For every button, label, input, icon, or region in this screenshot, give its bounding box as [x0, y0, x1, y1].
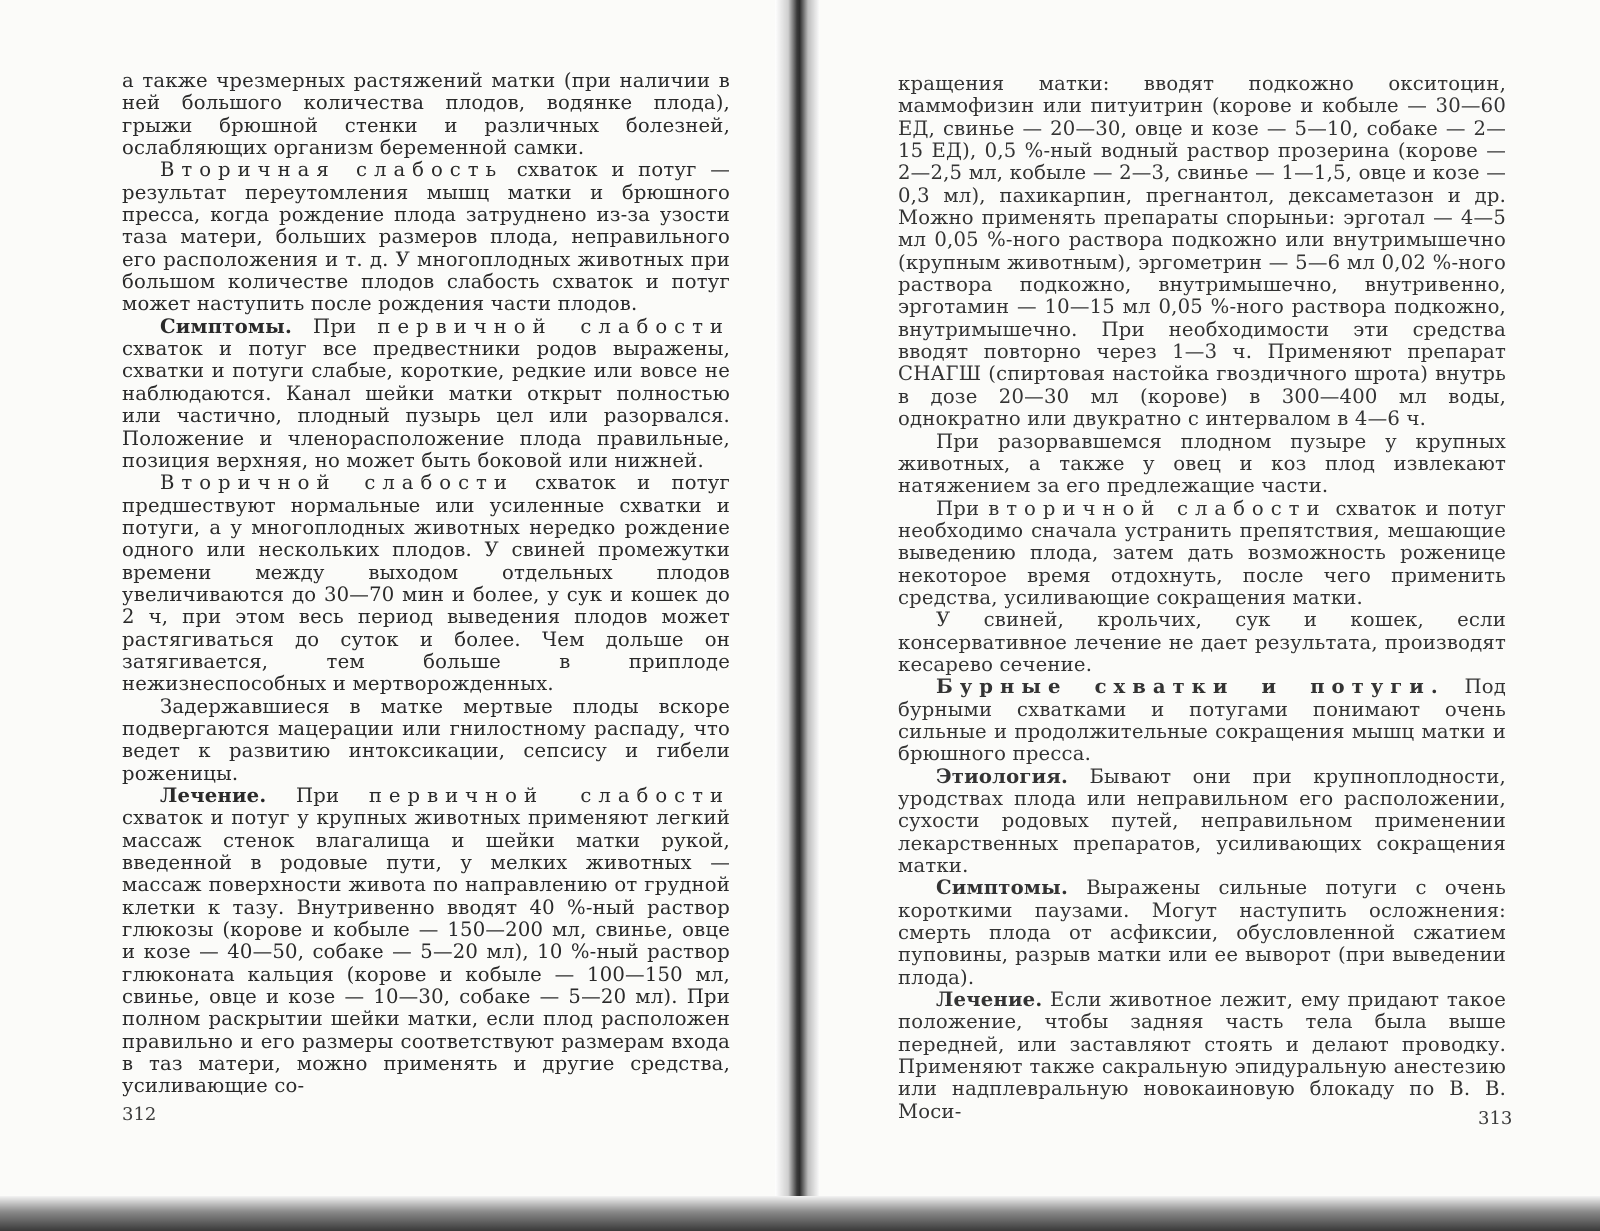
paragraph: Симптомы. При первичной слабости схваток и потуг все предвестники родов выражены, схватки и потуги слабые, короткие, редкие или вовсе не наблюдаются. Канал шейки матки открыт полностью или частично, плодный пузырь цел или разорвался. Положение и членорасположение плода правильные, позиция верхняя, но может быть боковой или нижней. — [122, 314, 730, 472]
paragraph: Задержавшиеся в матке мертвые плоды вскоре подвергаются мацерации или гнилостному распаду, что ведет к развитию интоксикации, сепсису и гибели роженицы. — [122, 694, 730, 785]
paragraph: Вторичной слабости схваток и потуг предшествуют нормальные или усиленные схватки и потуги, а у многоплодных животных нередко рождение одного или нескольких плодов. У свиней промежутки времени между выходом отдельных плодов увеличиваются до 30—70 мин и более, у сук и кошек до 2 ч, при этом весь период выведения плодов может растягиваться до суток и более. Чем дольше он затягивается, тем больше в приплоде нежизнеспособных и мертворожденных. — [122, 471, 730, 696]
paragraph: а также чрезмерных растяжений матки (при наличии в ней большого количества плодов, водянке плода), грыжи брюшной стенки и различных болезней, ослабляющих организм беременной самки. — [122, 69, 730, 160]
paragraph: Симптомы. Выражены сильные потуги с очень короткими паузами. Могут наступить осложнения: смерть плода от асфиксии, обусловленной сжатием пуповины, разрыв матки или ее выворот (при выведении плода). — [898, 876, 1506, 989]
paragraph: Вторичная слабость схваток и потуг — результат переутомления мышц матки и брюшного пресса, когда рождение плода затруднено из-за узости таза матери, больших размеров плода, неправильного его расположения и т. д. У многоплодных животных при большом количестве плодов слабость схваток и потуг может наступить после рождения части плодов. — [122, 158, 730, 316]
book-gutter — [775, 0, 819, 1231]
paragraph: Бурные схватки и потуги. Под бурными схватками и потугами понимают очень сильные и продолжительные сокращения мышц матки и брюшного пресса. — [898, 675, 1506, 766]
paragraph: Лечение. Если животное лежит, ему придают такое положение, чтобы задняя часть тела была выше передней, или заставляют стоять и делают проводку. Применяют также сакральную эпидуральную анестезию или надплевральную новокаиновую блокаду по В. В. Моси- — [898, 988, 1506, 1123]
left-page-text — [122, 70, 730, 1098]
paragraph: Этиология. Бывают они при крупноплодности, уродствах плода или неправильном его расположении, сухости родовых путей, неправильном применении лекарственных препаратов, усиливающих сокращения матки. — [898, 764, 1506, 878]
paragraph: При разорвавшемся плодном пузыре у крупных животных, а также у овец и коз плод извлекают натяжением за его предлежащие части. — [898, 429, 1506, 498]
page-number: 312 — [122, 1104, 157, 1125]
scan-bottom-edge — [0, 1196, 1600, 1231]
paragraph: Лечение. При первичной слабости схваток и потуг у крупных животных применяют легкий массаж стенок влагалища и шейки матки рукой, введенной в родовые пути, у мелких животных — массаж поверхности живота по направлению от грудной клетки к тазу. Внутривенно вводят 40 %-ный раствор глюкозы (корове и кобыле — 150—200 мл, свинье, овце и козе — 40—50, собаке — 5—20 мл), 10 %-ный раствор глюконата кальция (корове и кобыле — 100—150 мл, свинье, овце и козе — 10—30, собаке — 5—20 мл). При полном раскрытии шейки матки, если плод расположен правильно и его размеры соответствуют размерам входа в таз матери, можно применять и другие средства, усиливающие со- — [122, 784, 730, 1098]
right-page-text — [898, 73, 1506, 1123]
page-number: 313 — [1478, 1108, 1513, 1129]
paragraph: У свиней, крольчих, сук и кошек, если консервативное лечение не дает результата, производят кесарево сечение. — [898, 608, 1506, 676]
paragraph: При вторичной слабости схваток и потуг необходимо сначала устранить препятствия, мешающие выведению плода, затем дать возможность роженице некоторое время отдохнуть, после чего применить средства, усиливающие сокращения матки. — [898, 496, 1506, 609]
paragraph: кращения матки: вводят подкожно окситоцин, маммофизин или питуитрин (корове и кобыле — 30—60 ЕД, свинье — 20—30, овце и козе — 5—10, собаке — 2—15 ЕД), 0,5 %-ный водный раствор прозерина (корове — 2—2,5 мл, кобыле — 2—3, свинье — 1—1,5, овце и козе — 0,3 мл), пахикарпин, прегнантол, дексаметазон и др. Можно применять препараты спорыньи: эрготал — 4—5 мл 0,05 %-ного раствора подкожно или внутримышечно (крупным животным), эргометрин — 5—6 мл 0,02 %-ного раствора подкожно, внутримышечно, внутривенно, эрготамин — 10—15 мл 0,05 %-ного раствора подкожно, внутримышечно. При необходимости эти средства вводят повторно через 1—3 ч. Применяют препарат СНАГШ (спиртовая настойка гвоздичного шрота) внутрь в дозе 20—30 мл (корове) в 300—400 мл воды, однократно или двукратно с интервалом в 4—6 ч. — [898, 72, 1506, 431]
